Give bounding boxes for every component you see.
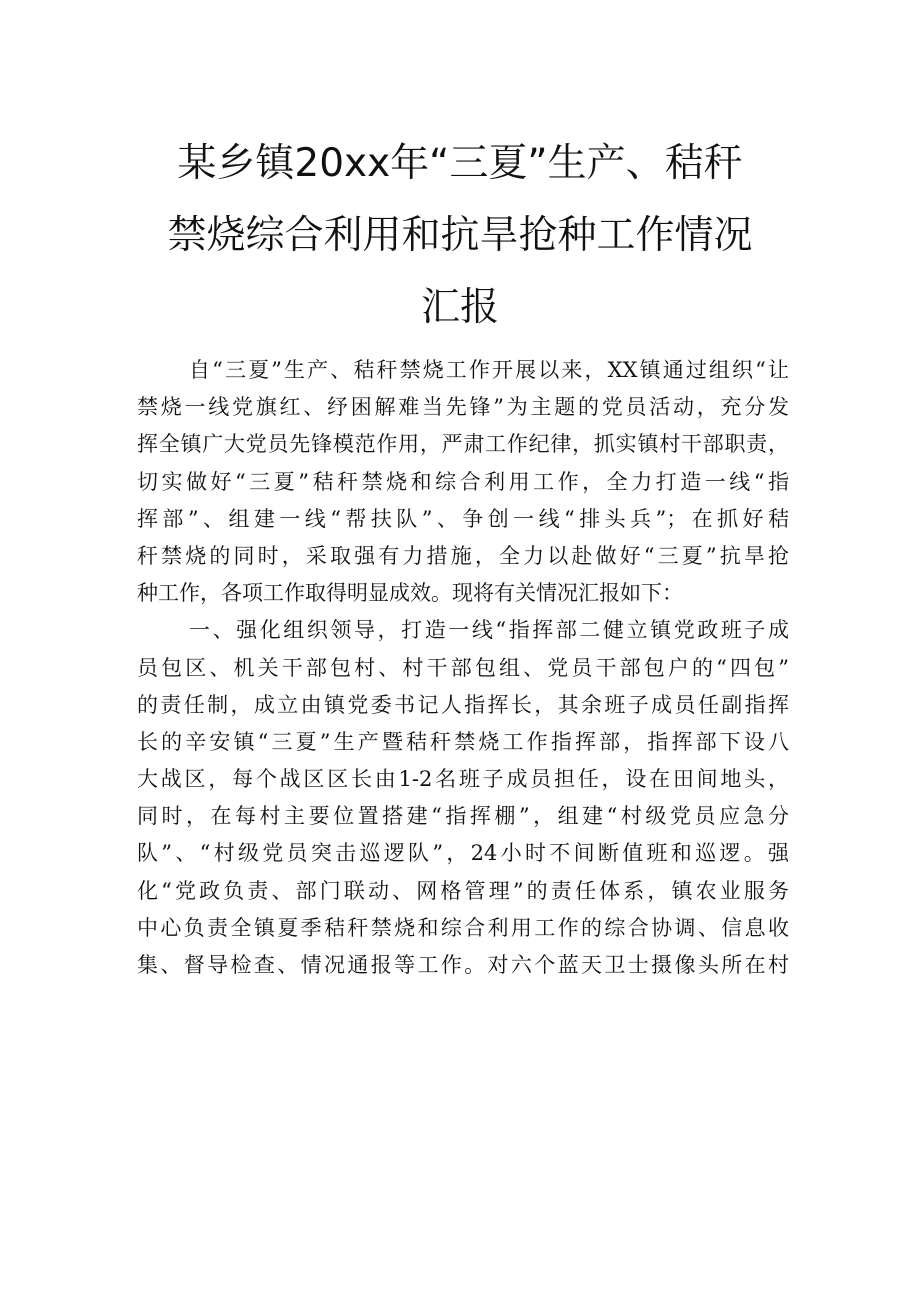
body-line: 自“三夏”生产、秸秆禁烧工作开展以来，XX镇通过组织“让 <box>189 358 789 382</box>
title-line: 某乡镇20xx年“三夏”生产、秸秆 <box>177 141 743 186</box>
body-line: 大战区，每个战区区长由1-2名班子成员担任，设在田间地头， <box>137 767 789 792</box>
title-line: 禁烧综合利用和抗旱抢种工作情况 <box>167 213 753 258</box>
body-line: 集、督导检查、情况通报等工作。对六个蓝天卫士摄像头所在村 <box>137 953 789 977</box>
document-body <box>137 352 789 984</box>
body-line: 的责任制，成立由镇党委书记人指挥长，其余班子成员任副指挥 <box>137 692 789 717</box>
body-line: 长的辛安镇“三夏”生产暨秸秆禁烧工作指挥部，指挥部下设八 <box>137 729 789 754</box>
body-line: 禁烧一线党旗红、纾困解难当先锋”为主题的党员活动，充分发 <box>137 395 789 420</box>
body-line: 秆禁烧的同时，采取强有力措施，全力以赴做好“三夏”抗旱抢 <box>137 543 789 568</box>
body-line: 同时，在每村主要位置搭建“指挥棚”，组建“村级党员应急分 <box>137 804 789 829</box>
body-line: 一、强化组织领导，打造一线“指挥部二健立镇党政班子成 <box>189 618 789 643</box>
document-title <box>120 128 800 344</box>
body-line: 种工作，各项工作取得明显成效。现将有关情况汇报如下： <box>137 581 683 606</box>
body-line: 员包区、机关干部包村、村干部包组、党员干部包户的“四包” <box>137 655 789 680</box>
body-line: 化“党政负责、部门联动、网格管理”的责任体系，镇农业服务 <box>137 878 789 903</box>
body-line: 中心负责全镇夏季秸秆禁烧和综合利用工作的综合协调、信息收 <box>137 915 789 940</box>
body-line: 队”、“村级党员突击巡逻队”，24小时不间断值班和巡逻。强 <box>137 841 789 866</box>
title-line: 汇报 <box>420 285 499 330</box>
body-line: 切实做好“三夏”秸秆禁烧和综合利用工作，全力打造一线“指 <box>137 469 789 494</box>
body-line: 挥全镇广大党员先锋模范作用，严肃工作纪律，抓实镇村干部职责， <box>137 432 789 457</box>
body-line: 挥部”、组建一线“帮扶队”、争创一线“排头兵”；在抓好秸 <box>137 506 789 531</box>
